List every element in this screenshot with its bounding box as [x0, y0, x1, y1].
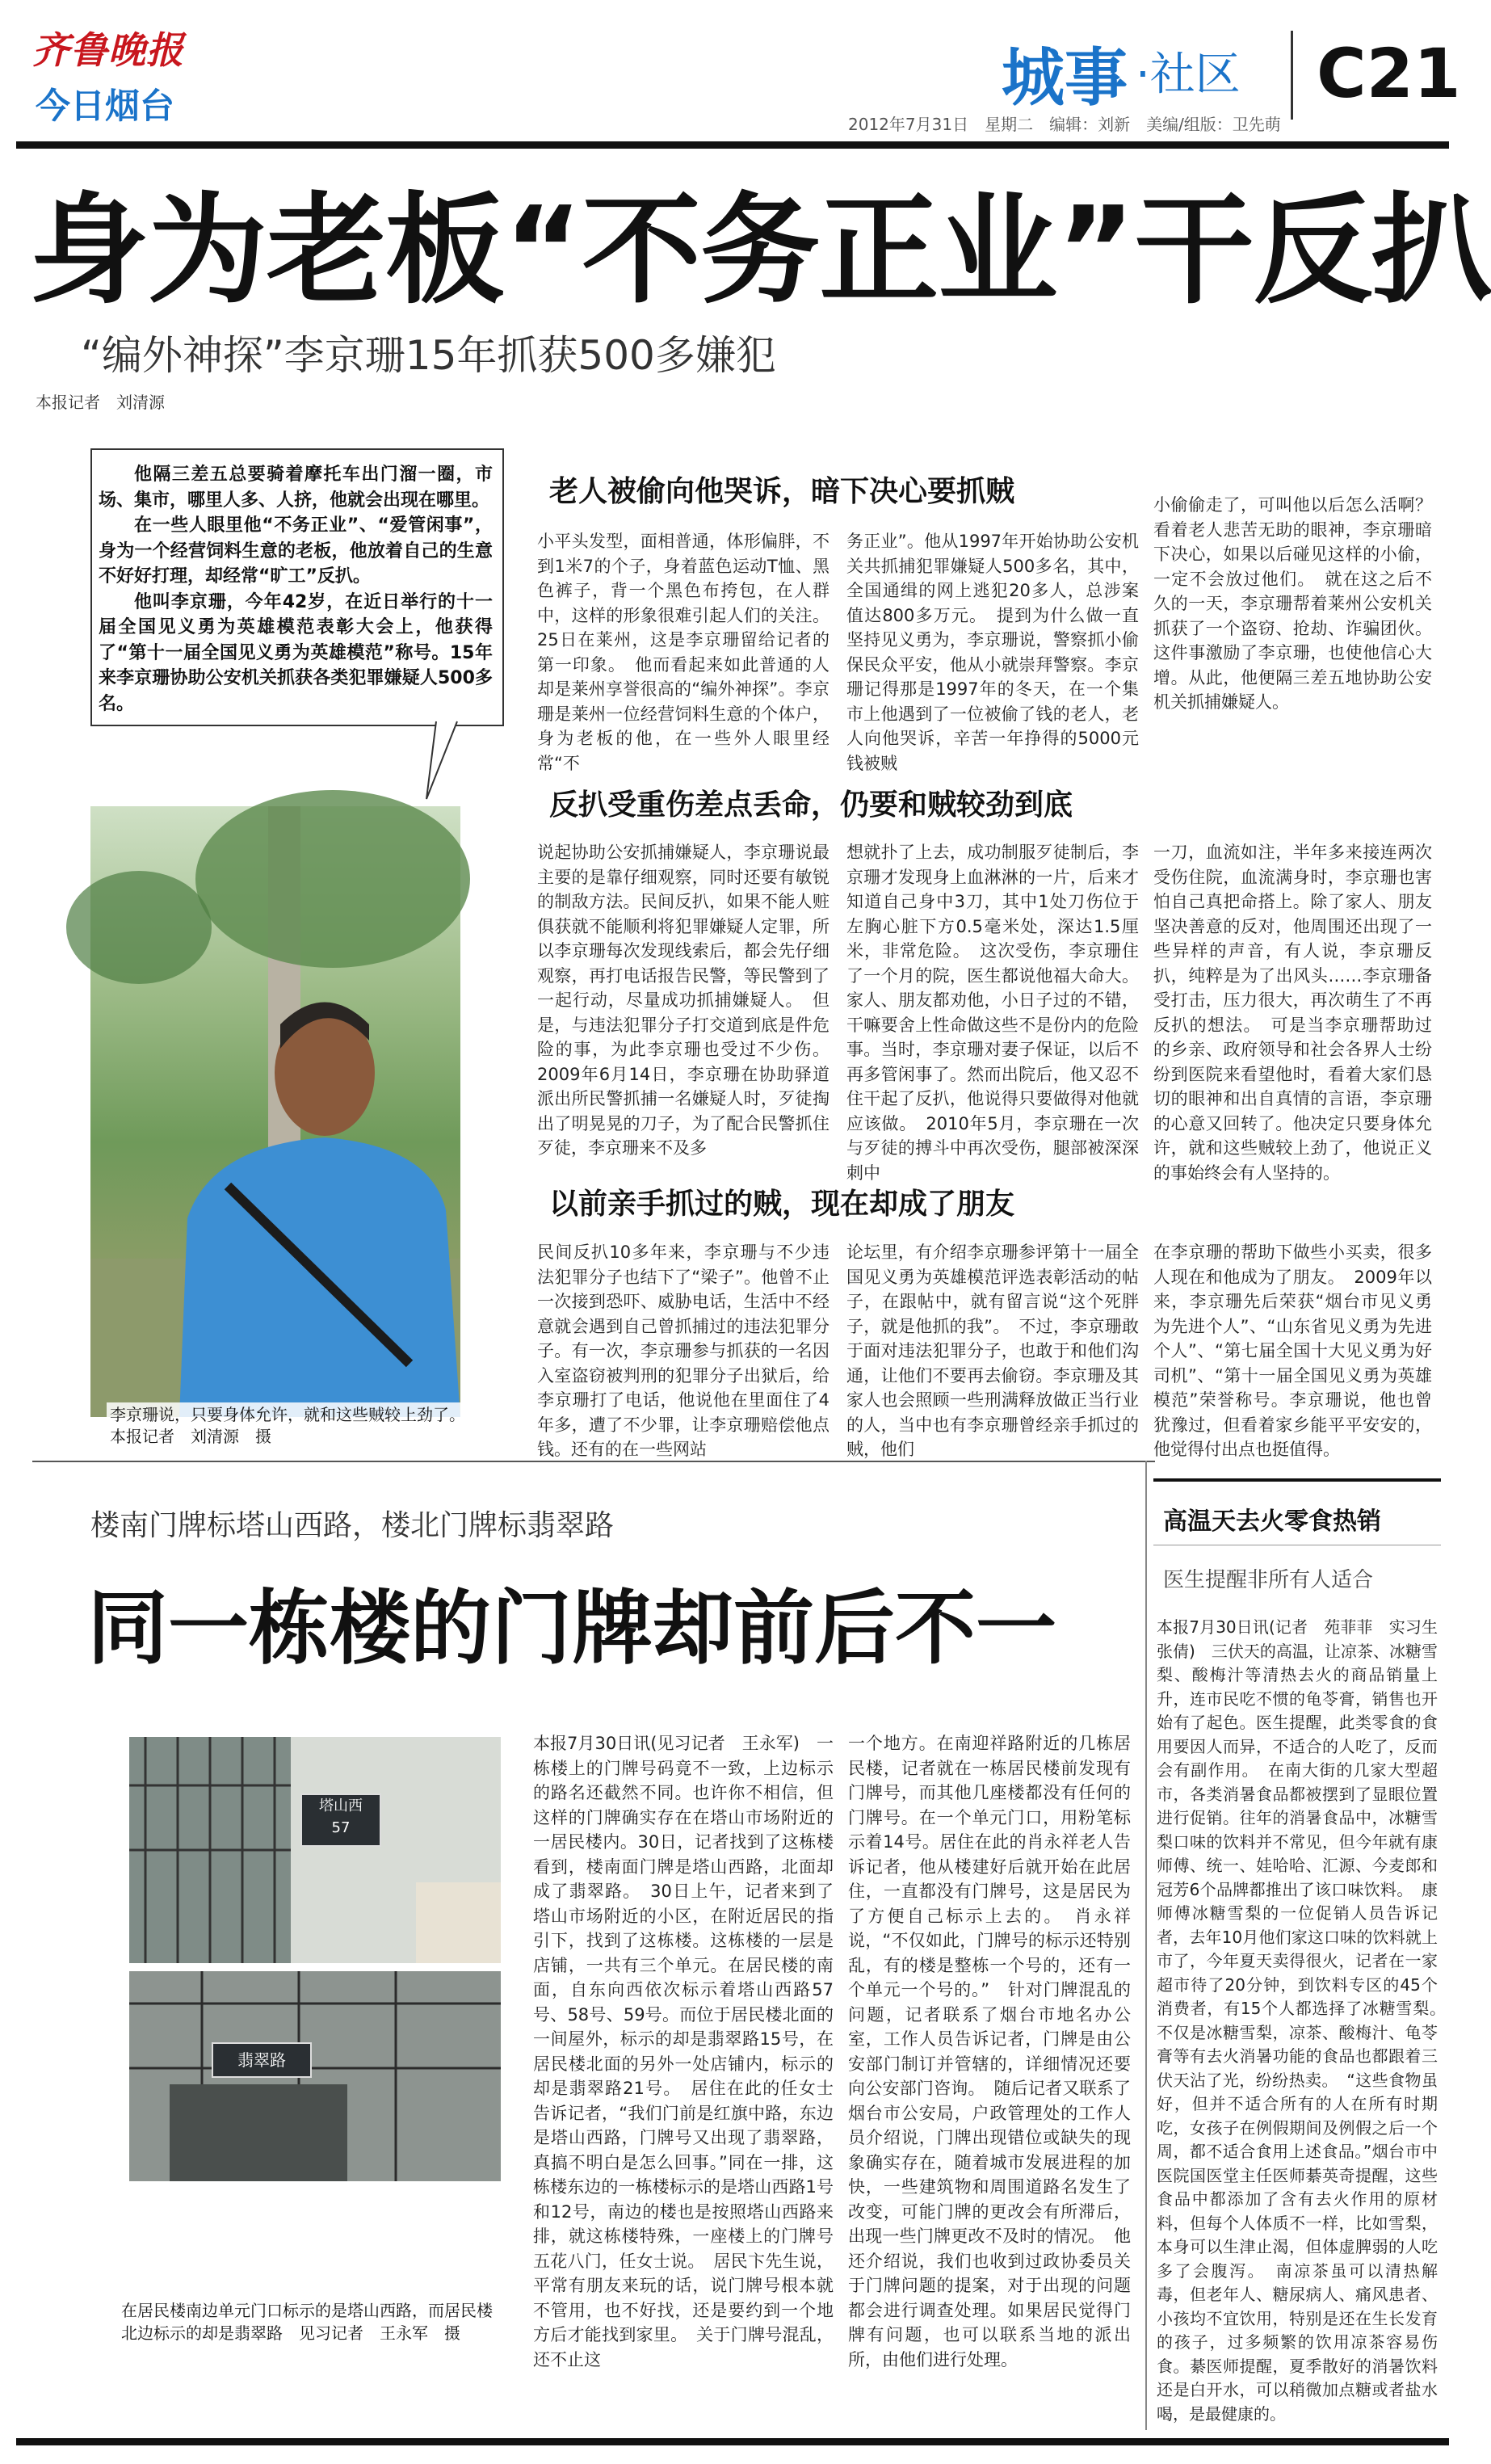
story1-sec2-col1: 说起协助公安抓捕嫌疑人，李京珊说最主要的是靠仔细观察，同时还要有敏锐的制敌方法。民间反扒，如果不能人赃俱获就不能顺利将犯罪嫌疑人定罪，所以李京珊每次发现线索后，都会先仔细观察，再打电话报告民警，等民警到了一起行动，尽量成功抓捕嫌疑人。 但是，与违法犯罪分子打交道到底是件危险的事，为此李京珊也受过不少伤。2009年6月14日，李京珊在协助驿道派出所民警抓捕一名嫌疑人时，歹徒掏出了明晃晃的刀子，为了配合民警抓住歹徒，李京珊来不及多	[537, 843, 830, 1158]
lead-callout-pointer	[420, 721, 468, 802]
lead-paragraph: 他隔三差五总要骑着摩托车出门溜一圈，市场、集市，哪里人多、人挤，他就会出现在哪里。	[99, 465, 493, 511]
doorplate-caption: 在居民楼南边单元门口标示的是塔山西路，而居民楼北边标示的却是翡翠路 见习记者 王永军 摄	[121, 2301, 493, 2343]
doorplate-photo-south	[129, 1737, 501, 1963]
story3-headline: 高温天去火零食热销	[1163, 1507, 1381, 1536]
doorplate-south-illustration	[129, 1737, 501, 1963]
lead-paragraph: 在一些人眼里他“不务正业”、“爱管闲事”，身为一个经营饲料生意的老板，他放着自己的生意不好好打理，却经常“旷工”反扒。	[99, 515, 493, 587]
lead-text	[99, 462, 493, 729]
subheading-2: 反扒受重伤差点丢命，仍要和贼较劲到底	[549, 788, 1073, 822]
story1-sec3-col2: 论坛里，有介绍李京珊参评第十一届全国见义勇为英雄模范评选表彰活动的帖子，在跟帖中，就有留言说“这个死胖子，就是他抓的我”。 不过，李京珊敢于面对违法犯罪分子，也敢于和他们沟通，让他们不要再去偷窃。李京珊及其家人也会照顾一些刑满释放做正当行业的人，当中也有李京珊曾经亲手抓过的贼，他们	[846, 1243, 1139, 1459]
page-number: C21	[1317, 34, 1461, 113]
story3-subhead: 医生提醒非所有人适合	[1163, 1568, 1374, 1592]
paper-name: 齐鲁晚报	[32, 28, 184, 72]
subheading-1: 老人被偷向他哭诉，暗下决心要抓贼	[549, 475, 1015, 508]
portrait-illustration	[90, 806, 460, 1417]
story-divider	[32, 1461, 1155, 1462]
doorplate-sign-feicui: 翡翠路	[212, 2042, 312, 2078]
issue-meta: 2012年7月31日 星期二 编辑：刘新 美编/组版：卫先萌	[848, 115, 1281, 134]
main-subhead: “编外神探”李京珊15年抓获500多嫌犯	[81, 332, 776, 379]
portrait-caption: 李京珊说，只要身体允许，就和这些贼较上劲了。 本报记者 刘清源 摄	[107, 1402, 462, 1449]
story1-sec1-col3: 小偷偷走了，可叫他以后怎么活啊？看着老人悲苦无助的眼神，李京珊暗下决心，如果以后碰见这样的小偷，一定不会放过他们。 就在这之后不久的一天，李京珊帮着莱州公安机关抓获了一个盗窃、抢劫、诈骗团伙。这件事激励了李京珊，也使他信心大增。从此，他便隔三差五地协助公安机关抓捕嫌疑人。	[1153, 495, 1432, 712]
story1-sec3-col3: 在李京珊的帮助下做些小买卖，很多人现在和他成为了朋友。 2009年以来，李京珊先后荣获“烟台市见义勇为先进个人”、“山东省见义勇为先进个人”、“第七届全国十大见义勇为好司机”、“第十一届全国见义勇为英雄模范”荣誉称号。李京珊说，他也曾犹豫过，但看着家乡能平平安安的，他觉得付出点也挺值得。	[1153, 1243, 1432, 1459]
subsection-name: ·社区	[1136, 48, 1241, 101]
section-name: 城事	[1002, 42, 1128, 115]
edition-name: 今日烟台	[36, 86, 174, 127]
doorplate-north-illustration	[129, 1971, 501, 2181]
story2-col2: 一个地方。在南迎祥路附近的几栋居民楼，记者就在一栋居民楼前发现有门牌号，而其他几座楼都没有任何的门牌号。在一个单元门口，用粉笔标示着14号。居住在此的肖永祥老人告诉记者，他从楼建好后就开始在此居住，一直都没有门牌号，这是居民为了方便自己标示上去的。 肖永祥说，“不仅如此，门牌号的标示还特别乱，有的楼是整栋一个号的，还有一个单元一个号的。” 针对门牌混乱的问题，记者联系了烟台市地名办公室，工作人员告诉记者，门牌是由公安部门制订并管辖的，详细情况还要向公安部门咨询。 随后记者又联系了烟台市公安局，户政管理处的工作人员介绍说，门牌出现错位或缺失的现象确实存在，随着城市发展进程的加快，一些建筑物和周围道路名发生了改变，可能门牌的更改会有所滞后，出现一些门牌更改不及时的情况。 他还介绍说，我们也收到过政协委员关于门牌问题的提案，对于出现的问题都会进行调查处理。如果居民觉得门牌有问题，也可以联系当地的派出所，由他们进行处理。	[848, 1734, 1131, 2369]
story3-body: 本报7月30日讯(记者 苑菲菲 实习生 张倩) 三伏天的高温，让凉茶、冰糖雪梨、酸梅汁等清热去火的商品销量上升，连市民吃不惯的龟苓膏，销售也开始有了起色。医生提醒，此类零食的食用要因人而异，不适合的人吃了，反而会有副作用。 在南大街的几家大型超市，各类消暑食品都被摆到了显眼位置进行促销。往年的消暑食品中，冰糖雪梨口味的饮料并不常见，但今年就有康师傅、统一、娃哈哈、汇源、今麦郎和冠芳6个品牌都推出了该口味饮料。 康师傅冰糖雪梨的一位促销人员告诉记者，去年10月他们家这口味的饮料就上市了，今年夏天卖得很火，记者在一家超市待了20分钟，到饮料专区的45个消费者，有15个人都选择了冰糖雪梨。 不仅是冰糖雪梨，凉茶、酸梅汁、龟苓膏等有去火消暑功能的食品也都跟着三伏天沾了光，纷纷热卖。 “这些食物虽好，但并不适合所有的人在所有时期吃，女孩子在例假期间及例假之后一个周，都不适合食用上述食品。”烟台市中医院国医堂主任医师綦英奇提醒，这些食品中都添加了含有去火作用的原材料，但每个人体质不一样，比如雪梨，本身可以生津止渴，但体虚脾弱的人吃多了会腹泻。 南凉茶虽可以清热解毒，但老年人、糖尿病人、痛风患者、小孩均不宜饮用，特别是还在生长发育的孩子，过多频繁的饮用凉茶容易伤食。綦医师提醒，夏季散好的消暑饮料还是白开水，可以稍微加点糖或者盐水喝，是最健康的。	[1157, 1617, 1454, 2424]
sidebar-divider	[1145, 1461, 1147, 2430]
doorplate-photo-north	[129, 1971, 501, 2181]
masthead-rule	[16, 141, 1449, 149]
portrait-photo	[90, 806, 460, 1417]
subheading-3: 以前亲手抓过的贼，现在却成了朋友	[549, 1188, 1015, 1221]
story2-headline: 同一栋楼的门牌却前后不一	[87, 1581, 1056, 1676]
story2-kicker: 楼南门牌标塔山西路，楼北门牌标翡翠路	[90, 1509, 615, 1542]
header-divider	[1291, 31, 1293, 120]
doorplate-road-name: 塔山西	[319, 1798, 363, 1814]
doorplate-sign-tashan	[300, 1793, 381, 1847]
doorplate-number: 57	[331, 1819, 351, 1836]
story1-sec1-col2: 务正业”。他从1997年开始协助公安机关共抓捕犯罪嫌疑人500多名，其中，全国通缉的网上逃犯20多人，总涉案值达800多万元。 提到为什么做一直坚持见义勇为，李京珊说，警察抓小偷保民众平安，他从小就崇拜警察。李京珊记得那是1997年的冬天，在一个集市上他遇到了一位被偷了钱的老人，老人向他哭诉，辛苦一年挣得的5000元钱被贼	[846, 532, 1139, 773]
footer-rule	[16, 2438, 1449, 2445]
story2-col1: 本报7月30日讯(见习记者 王永军) 一栋楼上的门牌号码竟不一致，上边标示的路名还截然不同。也许你不相信，但这样的门牌确实存在在塔山市场附近的一居民楼内。30日，记者找到了这栋楼看到，楼南面门牌是塔山西路，北面却成了翡翠路。 30日上午，记者来到了塔山市场附近的小区，在附近居民的指引下，找到了这栋楼。这栋楼的一层是店铺，一共有三个单元。在居民楼的南面，自东向西依次标示着塔山西路57号、58号、59号。而位于居民楼北面的一间屋外，标示的却是翡翠路15号，在居民楼北面的另外一处店铺内，标示的却是翡翠路21号。 居住在此的任女士告诉记者，“我们门前是红旗中路，东边是塔山西路，门牌号又出现了翡翠路，真搞不明白是怎么回事。”同在一排，这栋楼东边的一栋楼标示的是塔山西路1号和12号，南边的楼也是按照塔山西路来排，就这栋楼特殊，一座楼上的门牌号五花八门，任女士说。 居民卞先生说，平常有朋友来玩的话，说门牌号根本就不管用，也不好找，还是要约到一个地方后才能找到家里。 关于门牌号混乱，还不止这	[533, 1734, 834, 2369]
lead-paragraph: 他叫李京珊，今年42岁，在近日举行的十一届全国见义勇为英雄模范表彰大会上，他获得了“第十一届全国见义勇为英雄模范”称号。15年来李京珊协助公安机关抓获各类犯罪嫌疑人500多名。	[99, 591, 493, 714]
main-byline: 本报记者 刘清源	[36, 393, 165, 412]
sidebar-top-rule	[1153, 1478, 1441, 1482]
story1-sec2-col3: 一刀，血流如注，半年多来接连两次受伤住院，血流满身时，李京珊也害怕自己真把命搭上。除了家人、朋友坚决善意的反对，他周围还出现了一些异样的声音，有人说，李京珊反扒，纯粹是为了出风头……李京珊备受打击，压力很大，再次萌生了不再反扒的想法。 可是当李京珊帮助过的乡亲、政府领导和社会各界人士纷纷到医院来看望他时，看着大家们恳切的眼神和出自真情的言语，李京珊的心意又回转了。他决定只要身体允许，就和这些贼较上劲了，他说正义的事始终会有人坚持的。	[1153, 843, 1432, 1183]
story1-sec3-col1: 民间反扒10多年来，李京珊与不少违法犯罪分子也结下了“梁子”。他曾不止一次接到恐吓、威胁电话，生活中不经意就会遇到自己曾抓捕过的违法犯罪分子。有一次，李京珊参与抓获的一名因入室盗窃被判刑的犯罪分子出狱后，给李京珊打了电话，他说他在里面住了4年多，遭了不少罪，让李京珊赔偿他点钱。还有的在一些网站	[537, 1243, 830, 1459]
main-headline: 身为老板“不务正业”干反扒	[29, 181, 1491, 320]
story1-sec2-col2: 想就扑了上去，成功制服歹徒制后，李京珊才发现身上血淋淋的一片，后来才知道自己身中3刀，其中1处刀伤位于左胸心脏下方0.5毫米处，深达1.5厘米，非常危险。 这次受伤，李京珊住了一个月的院，医生都说他福大命大。家人、朋友都劝他，小日子过的不错，干嘛要舍上性命做这些不是份内的危险事。当时，李京珊对妻子保证，以后不再多管闲事了。然而出院后，他又忍不住干起了反扒，他说得只要做得对他就应该做。 2010年5月，李京珊在一次与歹徒的搏斗中再次受伤，腿部被深深刺中	[846, 843, 1139, 1183]
story1-sec1-col1: 小平头发型，面相普通，体形偏胖，不到1米7的个子，身着蓝色运动T恤、黑色裤子，背一个黑色布挎包，在人群中，这样的形象很难引起人们的关注。25日在莱州，这是李京珊留给记者的第一印象。 他而看起来如此普通的人却是莱州享誉很高的“编外神探”。李京珊是莱州一位经营饲料生意的个体户，身为老板的他，在一些外人眼里经常“不	[537, 532, 830, 773]
